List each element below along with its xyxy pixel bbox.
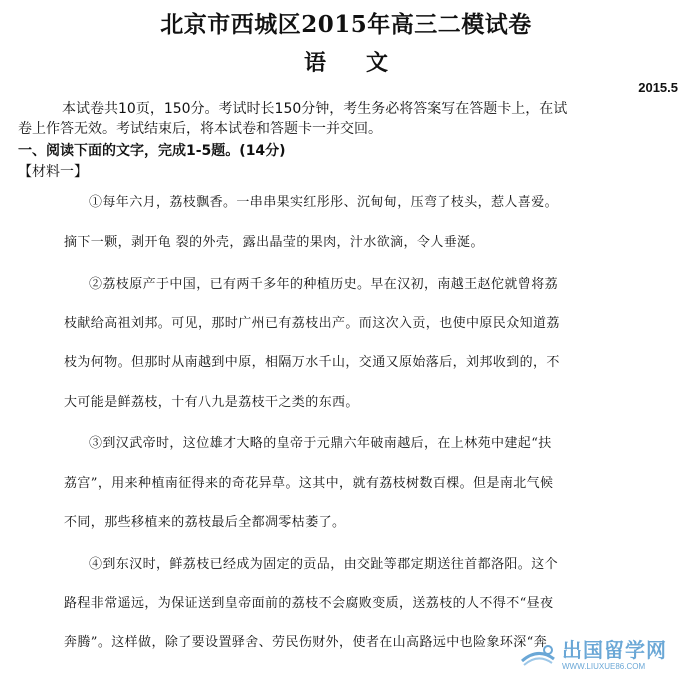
instructions-line-1: 本试卷共10页，150分。考试时长150分钟，考生务必将答案写在答题卡上，在试 bbox=[62, 101, 568, 117]
globe-logo-icon bbox=[518, 641, 558, 671]
paragraph-4-line-1: ④到东汉时，鲜荔枝已经成为固定的贡品，由交趾等郡定期送往首都洛阳。这个 bbox=[89, 557, 559, 572]
paragraph-2-line-3: 枝为何物。但那时从南越到中原，相隔万水千山，交通又原始落后，刘邦收到的，不 bbox=[64, 355, 560, 370]
watermark-title: 出国留学网 bbox=[562, 640, 667, 662]
exam-instructions bbox=[18, 99, 678, 139]
paragraph-1-line-2: 摘下一颗，剥开龟 裂的外壳，露出晶莹的果肉，汁水欲滴，令人垂涎。 bbox=[64, 235, 484, 250]
subject-char-2: 文 bbox=[366, 50, 389, 76]
paragraph-2-line-4: 大可能是鲜荔枝，十有八九是荔枝干之类的东西。 bbox=[64, 395, 359, 410]
paragraph-3-line-3: 不同，那些移植来的荔枝最后全都凋零枯萎了。 bbox=[64, 515, 346, 530]
instructions-line-2: 卷上作答无效。考试结束后，将本试卷和答题卡一并交回。 bbox=[18, 121, 382, 137]
paragraph-4-line-2: 路程非常遥远，为保证送到皇帝面前的荔枝不会腐败变质，送荔枝的人不得不“昼夜 bbox=[64, 596, 554, 611]
exam-date: 2015.5 bbox=[638, 80, 678, 95]
paragraph-3-line-2: 荔宫”，用来种植南征得来的奇花异草。这其中，就有荔枝树数百棵。但是南北气候 bbox=[64, 476, 554, 491]
paragraph-1-line-1: ①每年六月，荔枝飘香。一串串果实红彤彤、沉甸甸，压弯了枝头，惹人喜爱。 bbox=[89, 195, 559, 210]
section-heading: 一、阅读下面的文字，完成1-5题。(14分) bbox=[18, 143, 286, 159]
paragraph-3-line-1: ③到汉武帝时，这位雄才大略的皇帝于元鼎六年破南越后，在上林苑中建起“扶 bbox=[89, 436, 552, 451]
subject-char-1: 语 bbox=[303, 50, 326, 76]
site-watermark bbox=[518, 639, 688, 673]
watermark-url: WWW.LIUXUE86.COM bbox=[562, 662, 646, 671]
paragraph-2-line-2: 枝献给高祖刘邦。可见，那时广州已有荔枝出产。而这次入贡，也使中原民众知道荔 bbox=[64, 316, 560, 331]
page-title: 北京市西城区2015年高三二模试卷 bbox=[160, 11, 532, 38]
paragraph-2-line-1: ②荔枝原产于中国，已有两千多年的种植历史。早在汉初，南越王赵佗就曾将荔 bbox=[89, 277, 559, 292]
paragraph-4-line-3: 奔腾”。这样做，除了要设置驿舍、劳民伤财外，使者在山高路远中也险象环深“奔 bbox=[64, 635, 548, 650]
subject-heading bbox=[0, 46, 692, 77]
material-label: 【材料一】 bbox=[18, 164, 88, 180]
